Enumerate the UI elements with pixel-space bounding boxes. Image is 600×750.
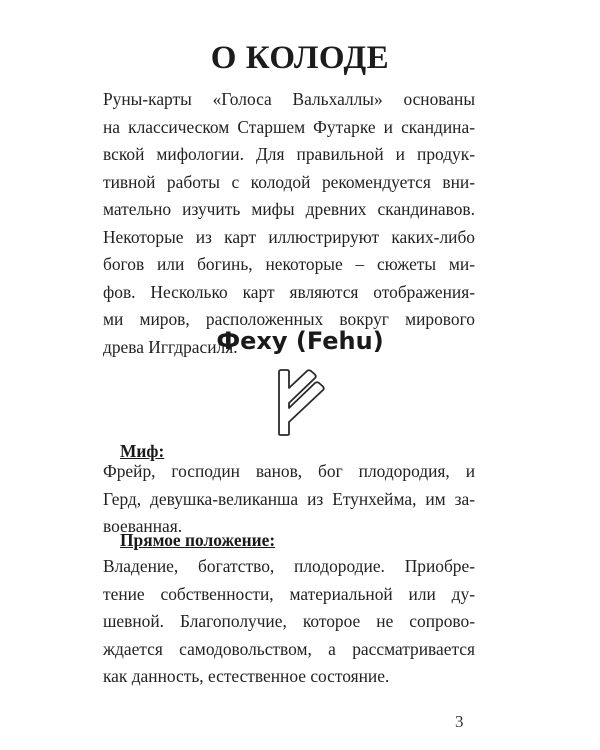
upright-line: ждается самодовольством, а рассматривается — [103, 638, 475, 659]
myth-line: воеванная. — [103, 516, 183, 536]
myth-line: Герд, девушка-великанша из Етунхейма, им за- — [103, 488, 475, 509]
upright-heading: Прямое положение: — [120, 530, 276, 550]
intro-line: Некоторые из карт иллюстрируют каких-либо — [103, 226, 475, 247]
upright-line: тение собственности, материальной или ду- — [103, 583, 475, 604]
page-title: О КОЛОДЕ — [210, 40, 390, 76]
myth-paragraph — [103, 458, 475, 541]
intro-line: ми миров, расположенных вокруг мирового — [103, 309, 475, 329]
intro-line: на классическом Старшем Футарке и скандина- — [103, 116, 475, 137]
rune-title: Феху (Fehu) — [216, 327, 384, 355]
myth-heading: Миф: — [120, 441, 165, 461]
upright-paragraph — [103, 553, 475, 691]
intro-line: мательно изучить мифы древних скандинавов. — [103, 199, 475, 219]
upright-line: Владение, богатство, плодородие. Приобре- — [103, 556, 475, 576]
intro-line: фов. Несколько карт являются отображения- — [103, 281, 475, 302]
intro-line: древа Иггдрасиля. — [103, 336, 238, 357]
upright-line: как данность, естественное состояние. — [103, 666, 390, 686]
myth-line: Фрейр, господин ванов, бог плодородия, и — [103, 461, 475, 481]
page-number: 3 — [455, 712, 464, 731]
intro-line: вской мифологии. Для правильной и продук- — [103, 144, 475, 164]
intro-line: богов или богинь, некоторые – сюжеты ми- — [103, 254, 475, 274]
intro-paragraph — [103, 86, 475, 361]
upright-line: шевной. Благополучие, которое не сопрово- — [103, 611, 475, 631]
intro-line: тивной работы с колодой рекомендуется вни- — [103, 171, 475, 192]
intro-line: Руны-карты «Голоса Вальхаллы» основаны — [103, 89, 475, 109]
fehu-rune-icon — [262, 368, 328, 436]
